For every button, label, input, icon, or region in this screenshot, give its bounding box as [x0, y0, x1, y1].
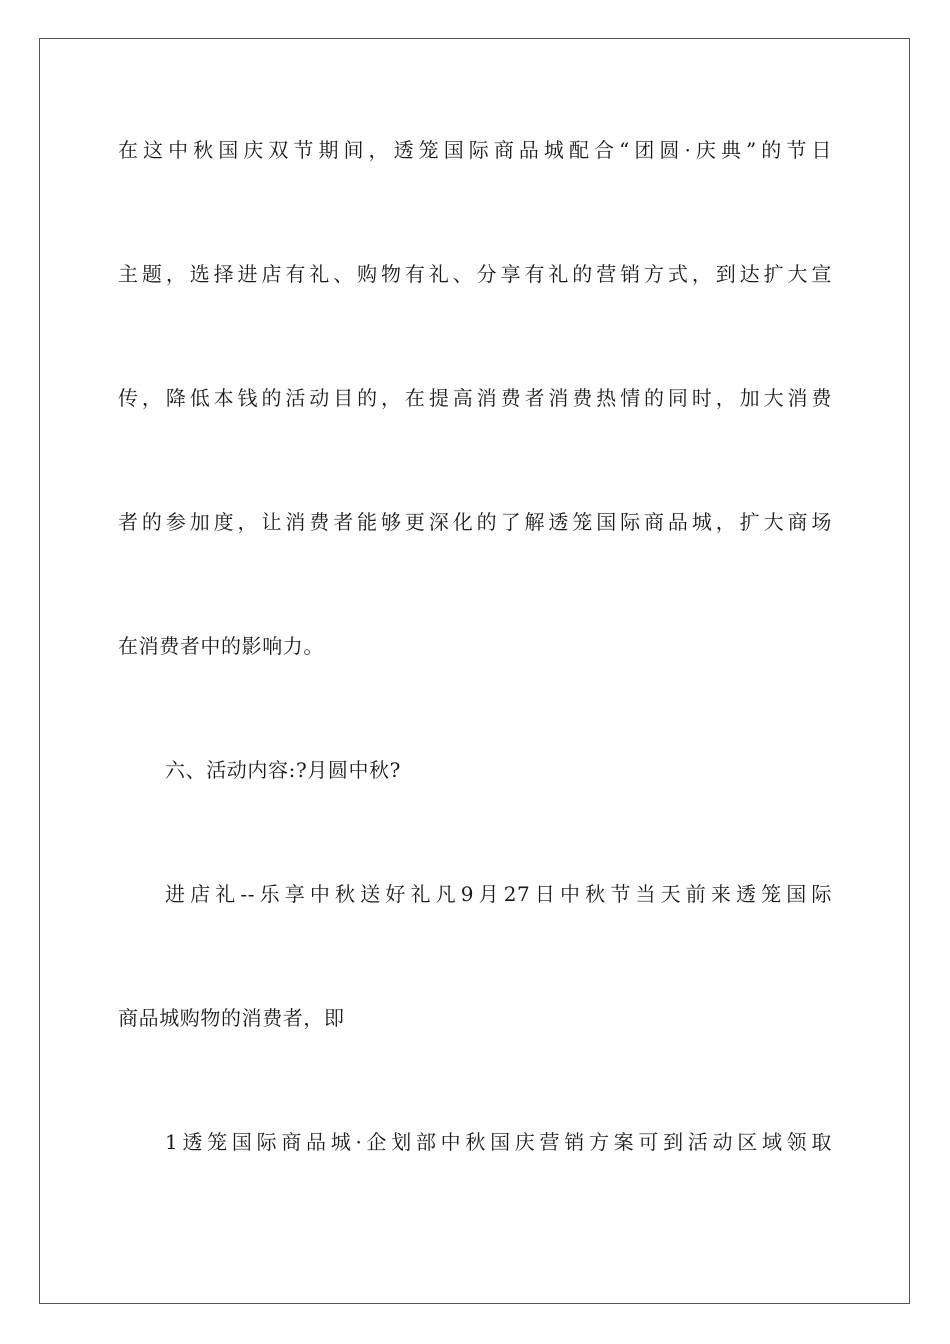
paragraph-line-7: 商品城购物的消费者，即	[118, 1006, 345, 1030]
paragraph-line-8: 1透笼国际商品城·企划部中秋国庆营销方案可到活动区域领取	[165, 1130, 832, 1154]
section-heading: 六、活动内容:?月圆中秋?	[165, 758, 401, 782]
paragraph-line-4: 者的参加度，让消费者能够更深化的了解透笼国际商品城，扩大商场	[118, 510, 832, 534]
paragraph-line-2: 主题，选择进店有礼、购物有礼、分享有礼的营销方式，到达扩大宣	[118, 262, 832, 286]
paragraph-line-1: 在这中秋国庆双节期间，透笼国际商品城配合“团圆·庆典”的节日	[118, 138, 832, 162]
paragraph-line-3: 传，降低本钱的活动目的，在提高消费者消费热情的同时，加大消费	[118, 386, 832, 410]
page-border	[39, 38, 910, 1304]
paragraph-line-5: 在消费者中的影响力。	[118, 634, 324, 658]
paragraph-line-6: 进店礼--乐享中秋送好礼凡9月27日中秋节当天前来透笼国际	[165, 882, 832, 906]
